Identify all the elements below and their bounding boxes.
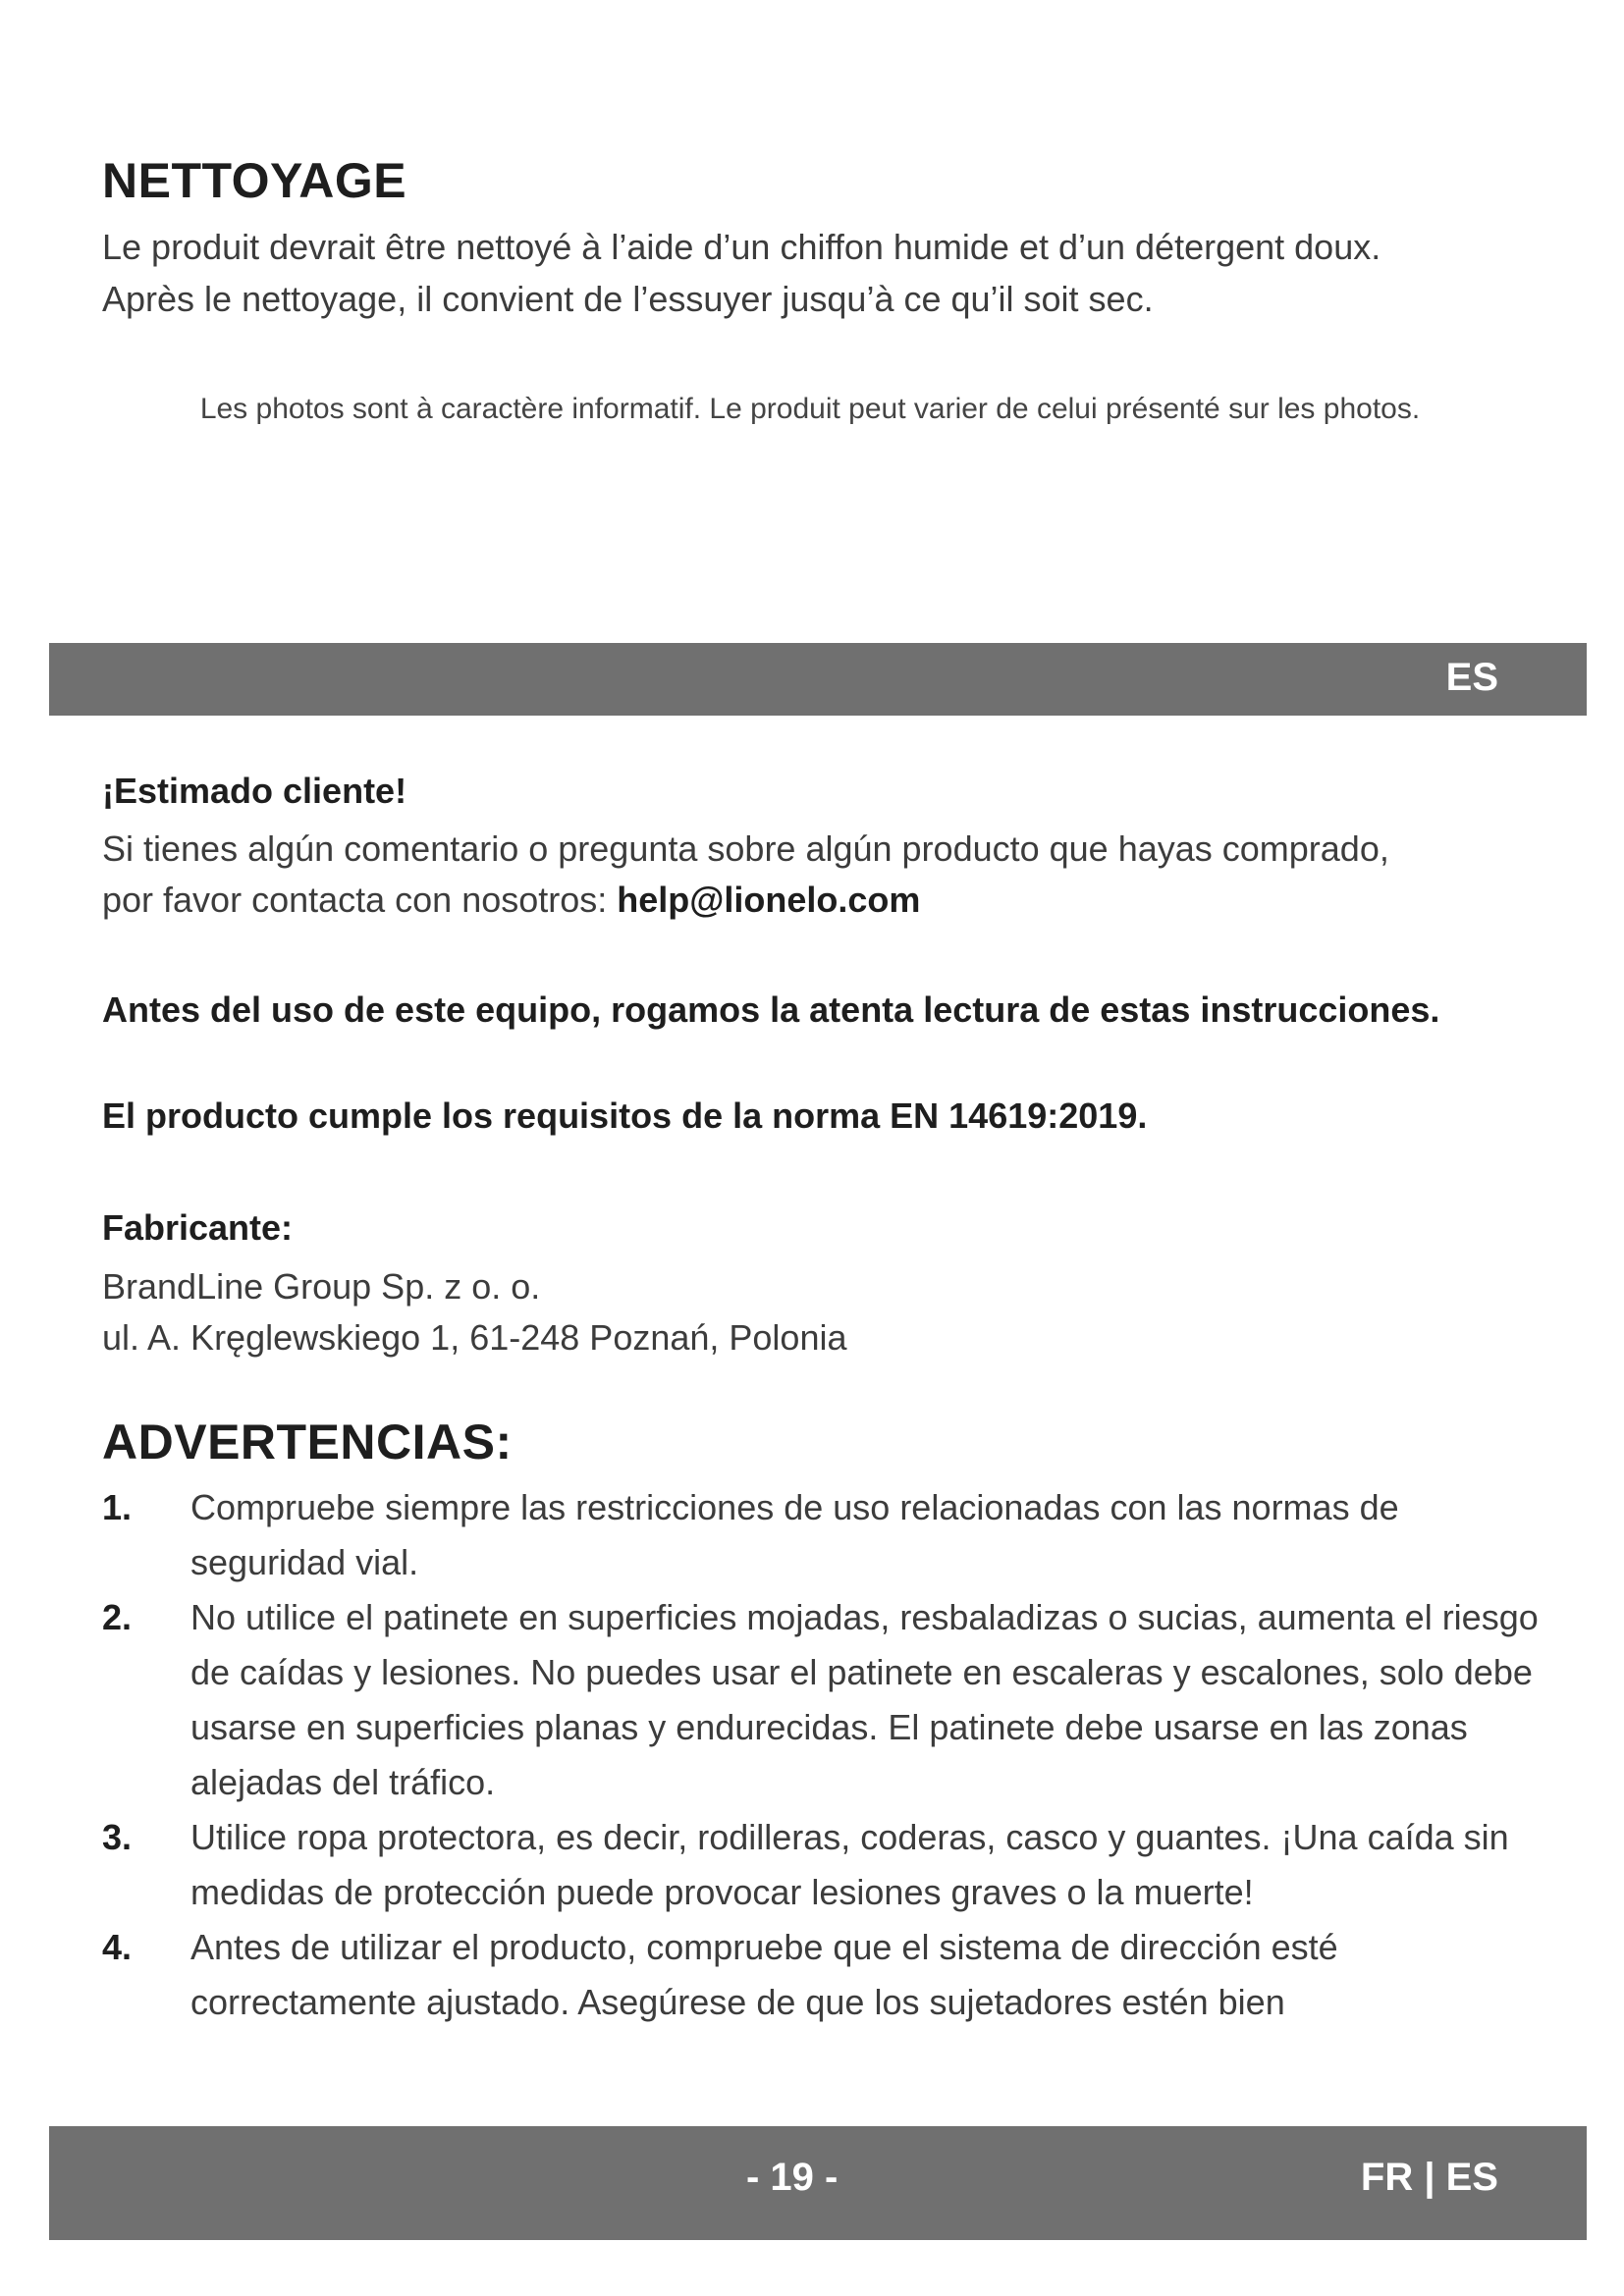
warning-number: 3.	[102, 1817, 133, 1857]
cleaning-text-line1: Le produit devrait être nettoyé à l’aide d’un chiffon humide et d’un détergent doux.	[102, 227, 1381, 267]
page-footer	[49, 2126, 1587, 2240]
warning-text: Compruebe siempre las restricciones de uso relacionadas con las normas de seguridad vial.	[190, 1487, 1399, 1582]
warning-item-3	[102, 1810, 1545, 1920]
warning-number: 1.	[102, 1487, 133, 1527]
warning-item-2	[102, 1590, 1545, 1810]
warning-number: 2.	[102, 1597, 133, 1637]
warnings-list	[102, 1480, 1545, 2030]
greeting: ¡Estimado cliente!	[102, 771, 407, 811]
warning-item-1	[102, 1480, 1545, 1590]
warning-text: No utilice el patinete en superficies mojadas, resbaladizas o sucias, aumenta el riesgo de caídas y lesiones. No puedes usar el patinete en escaleras y escalones, solo debe usarse en superficies planas y endurecidas. El patinete debe usarse en las zonas alejadas del tráfico.	[190, 1597, 1539, 1802]
norm-compliance: El producto cumple los requisitos de la norma EN 14619:2019.	[102, 1095, 1148, 1136]
photo-disclaimer: Les photos sont à caractère informatif. Le produit peut varier de celui présenté sur les photos.	[199, 393, 1421, 425]
footer-languages: FR | ES	[1360, 2156, 1498, 2199]
manufacturer-name: BrandLine Group Sp. z o. o.	[102, 1266, 541, 1307]
warnings-title: ADVERTENCIAS:	[102, 1415, 513, 1469]
contact-line1: Si tienes algún comentario o pregunta sobre algún producto que hayas comprado,	[102, 828, 1389, 869]
manufacturer-address: ul. A. Kręglewskiego 1, 61-248 Poznań, Polonia	[102, 1317, 847, 1358]
support-email-link[interactable]: help@lionelo.com	[617, 880, 921, 920]
contact-text: por favor contacta con nosotros:	[102, 880, 618, 920]
manufacturer-label: Fabricante:	[102, 1207, 294, 1248]
contact-line2	[102, 874, 920, 926]
warning-number: 4.	[102, 1927, 133, 1967]
warning-item-4	[102, 1920, 1545, 2030]
warning-text: Utilice ropa protectora, es decir, rodilleras, coderas, casco y guantes. ¡Una caída sin medidas de protección puede provocar lesiones graves o la muerte!	[190, 1817, 1509, 1912]
warning-text: Antes de utilizar el producto, compruebe que el sistema de dirección esté correctamente ajustado. Asegúrese de que los sujetadores estén bien	[190, 1927, 1338, 2022]
page-number: - 19 -	[746, 2156, 839, 2199]
language-label: ES	[1445, 656, 1498, 699]
language-bar-es	[49, 643, 1587, 716]
cleaning-text-line2: Après le nettoyage, il convient de l’essuyer jusqu’à ce qu’il soit sec.	[102, 279, 1154, 319]
cleaning-title: NETTOYAGE	[102, 153, 407, 208]
read-instructions-notice: Antes del uso de este equipo, rogamos la atenta lectura de estas instrucciones.	[102, 989, 1440, 1030]
